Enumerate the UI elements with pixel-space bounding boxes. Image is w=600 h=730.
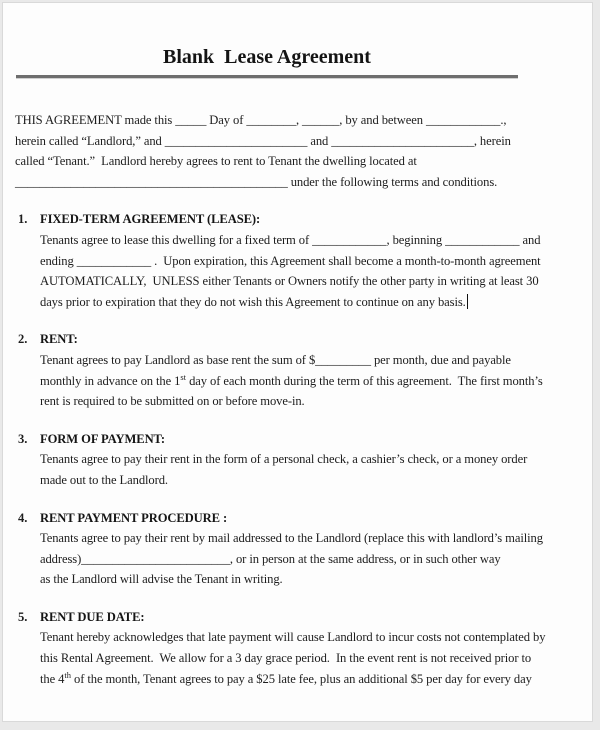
section-heading: FIXED-TERM AGREEMENT (LEASE):	[40, 212, 261, 227]
section-number: 4.	[18, 510, 28, 525]
text-segment: the 4	[40, 671, 65, 686]
section-number: 5.	[18, 609, 28, 624]
intro-line-2: herein called “Landlord,” and _______________________ and _______________________, herein	[15, 133, 511, 148]
text-segment: monthly in advance on the 1	[40, 373, 181, 388]
section-body-line: Tenant agrees to pay Landlord as base rent the sum of $_________ per month, due and payable	[40, 352, 511, 367]
text-segment: day of each month during the term of this agreement. The first month’s	[186, 373, 543, 388]
section-number: 2.	[18, 332, 28, 347]
ordinal-superscript: st	[180, 371, 187, 382]
section-body-line: Tenants agree to pay their rent in the form of a personal check, a cashier’s check, or a money order	[40, 452, 528, 467]
section-body-line	[40, 371, 588, 392]
section-body-line: address)________________________, or in person at the same address, or in such other way	[40, 551, 501, 566]
intro-line-3: called “Tenant.” Landlord hereby agrees to rent to Tenant the dwelling located at	[15, 154, 417, 169]
text-cursor	[467, 294, 469, 309]
section-form-of-payment	[3, 429, 592, 491]
section-body-line: Tenant hereby acknowledges that late payment will cause Landlord to incur costs not contemplated by	[40, 630, 546, 645]
section-rent-due-date	[3, 607, 592, 689]
section-fixed-term-agreement	[3, 209, 592, 312]
section-body-line: Tenants agree to pay their rent by mail addressed to the Landlord (replace this with landlord’s mailing	[40, 531, 543, 546]
section-body-line: AUTOMATICALLY, UNLESS either Tenants or Owners notify the other party in writing at least 30	[40, 274, 539, 289]
intro-line-1: THIS AGREEMENT made this _____ Day of ________, ______, by and between ____________.,	[15, 113, 507, 127]
document-page	[3, 3, 592, 721]
ordinal-superscript: th	[64, 669, 71, 680]
section-heading: FORM OF PAYMENT:	[40, 431, 166, 446]
section-number: 3.	[18, 431, 28, 446]
section-body-line: this Rental Agreement. We allow for a 3 day grace period. In the event rent is not received prior to	[40, 651, 532, 666]
section-body-line: as the Landlord will advise the Tenant in writing.	[40, 572, 283, 587]
title-rule	[16, 75, 518, 79]
section-body-line	[40, 292, 588, 313]
section-body-line: Tenants agree to lease this dwelling for a fixed term of ____________, beginning ____________ and	[40, 232, 541, 247]
section-body-line	[40, 669, 588, 690]
text-segment: of the month, Tenant agrees to pay a $25 late fee, plus an additional $5 per day for every day	[70, 671, 532, 686]
section-heading: RENT:	[40, 332, 78, 347]
intro-line-4: ____________________________________________ under the following terms and conditions.	[15, 174, 498, 189]
text-segment: days prior to expiration that they do not wish this Agreement to continue on any basis.	[40, 294, 466, 309]
section-body-line: ending ____________ . Upon expiration, this Agreement shall become a month-to-month agreement	[40, 253, 541, 268]
section-rent-payment-procedure	[3, 508, 592, 590]
section-body-line: made out to the Landlord.	[40, 472, 168, 487]
section-heading: RENT PAYMENT PROCEDURE :	[40, 510, 228, 525]
section-heading: RENT DUE DATE:	[40, 609, 145, 624]
section-body-line: rent is required to be submitted on or before move-in.	[40, 394, 305, 409]
section-number: 1.	[18, 212, 28, 227]
document-title: Blank Lease Agreement	[163, 46, 371, 68]
intro-paragraph	[15, 110, 584, 192]
section-rent	[3, 329, 592, 411]
